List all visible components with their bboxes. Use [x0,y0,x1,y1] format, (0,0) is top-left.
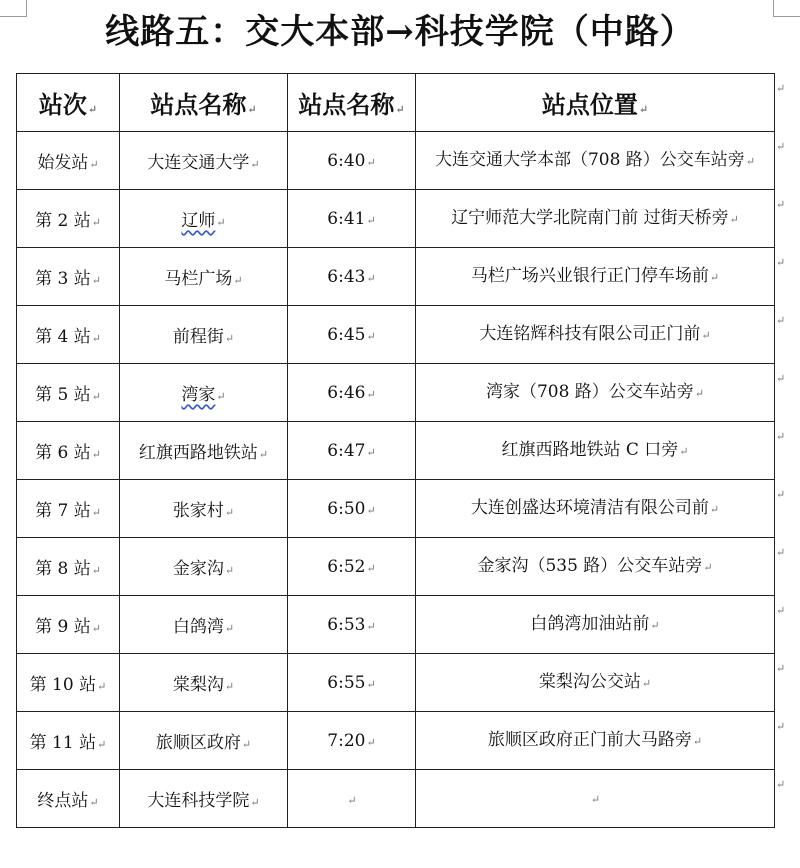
row-end-mark: ↵ [776,661,786,675]
row-end-mark: ↵ [776,777,786,791]
station-seq-cell: 第 10 站↵ [17,654,120,712]
station-name-cell: 马栏广场↵ [120,248,288,306]
station-seq-cell: 第 4 站↵ [17,306,120,364]
station-seq-cell: 第 11 站↵ [17,712,120,770]
header-station-name: 站点名称↵ [120,74,288,132]
row-end-mark: ↵ [776,603,786,617]
row-end-mark: ↵ [776,429,786,443]
station-name-cell: 张家村↵ [120,480,288,538]
table-row [17,422,775,480]
station-seq-cell: 第 9 站↵ [17,596,120,654]
station-location-cell: ↵ [416,770,775,828]
row-end-mark: ↵ [776,487,786,501]
header-location: 站点位置↵ [416,74,775,132]
station-location-cell: 棠梨沟公交站↵ [416,654,775,712]
table-row [17,364,775,422]
station-location-cell: 旅顺区政府正门前大马路旁↵ [416,712,775,770]
departure-time-cell: 6:40↵ [288,132,416,190]
station-name-cell: 白鸽湾↵ [120,596,288,654]
table-row [17,712,775,770]
station-name-cell: 棠梨沟↵ [120,654,288,712]
departure-time-cell: 6:43↵ [288,248,416,306]
departure-time-cell: 6:46↵ [288,364,416,422]
row-end-mark: ↵ [776,545,786,559]
row-end-mark: ↵ [776,313,786,327]
station-seq-cell: 第 3 站↵ [17,248,120,306]
station-name-cell: 大连交通大学↵ [120,132,288,190]
station-seq-cell: 第 8 站↵ [17,538,120,596]
row-end-mark: ↵ [776,255,786,269]
route-table [16,73,775,828]
station-seq-cell: 第 2 站↵ [17,190,120,248]
row-end-mark: ↵ [776,81,786,95]
station-seq-cell: 终点站↵ [17,770,120,828]
departure-time-cell: ↵ [288,770,416,828]
table-row [17,654,775,712]
table-row [17,190,775,248]
table-row [17,306,775,364]
station-seq-cell: 第 5 站↵ [17,364,120,422]
table-body [17,132,775,828]
station-name-cell: 辽师↵ [120,190,288,248]
row-end-mark: ↵ [776,139,786,153]
station-location-cell: 大连铭辉科技有限公司正门前↵ [416,306,775,364]
station-name-cell: 湾家↵ [120,364,288,422]
station-seq-cell: 第 7 站↵ [17,480,120,538]
station-name-cell: 旅顺区政府↵ [120,712,288,770]
station-location-cell: 白鸽湾加油站前↵ [416,596,775,654]
table-row [17,538,775,596]
departure-time-cell: 6:45↵ [288,306,416,364]
table-row [17,770,775,828]
station-name-cell: 金家沟↵ [120,538,288,596]
row-end-mark: ↵ [776,719,786,733]
row-end-mark: ↵ [776,371,786,385]
station-location-cell: 辽宁师范大学北院南门前 过街天桥旁↵ [416,190,775,248]
station-name-cell: 红旗西路地铁站↵ [120,422,288,480]
header-seq: 站次↵ [17,74,120,132]
page-title: 线路五：交大本部→科技学院（中路） [105,12,695,52]
station-seq-cell: 第 6 站↵ [17,422,120,480]
departure-time-cell: 7:20↵ [288,712,416,770]
station-name-cell: 前程街↵ [120,306,288,364]
table-row [17,596,775,654]
station-location-cell: 湾家（708 路）公交车站旁↵ [416,364,775,422]
row-end-mark: ↵ [776,197,786,211]
departure-time-cell: 6:41↵ [288,190,416,248]
station-location-cell: 大连交通大学本部（708 路）公交车站旁↵ [416,132,775,190]
station-location-cell: 红旗西路地铁站 C 口旁↵ [416,422,775,480]
station-seq-cell: 始发站↵ [17,132,120,190]
departure-time-cell: 6:55↵ [288,654,416,712]
table-row [17,480,775,538]
departure-time-cell: 6:50↵ [288,480,416,538]
station-location-cell: 马栏广场兴业银行正门停车场前↵ [416,248,775,306]
station-location-cell: 大连创盛达环境清洁有限公司前↵ [416,480,775,538]
departure-time-cell: 6:47↵ [288,422,416,480]
station-location-cell: 金家沟（535 路）公交车站旁↵ [416,538,775,596]
departure-time-cell: 6:53↵ [288,596,416,654]
table-header-row [17,74,775,132]
table-row [17,132,775,190]
table-row [17,248,775,306]
departure-time-cell: 6:52↵ [288,538,416,596]
header-time: 站点名称↵ [288,74,416,132]
station-name-cell: 大连科技学院↵ [120,770,288,828]
